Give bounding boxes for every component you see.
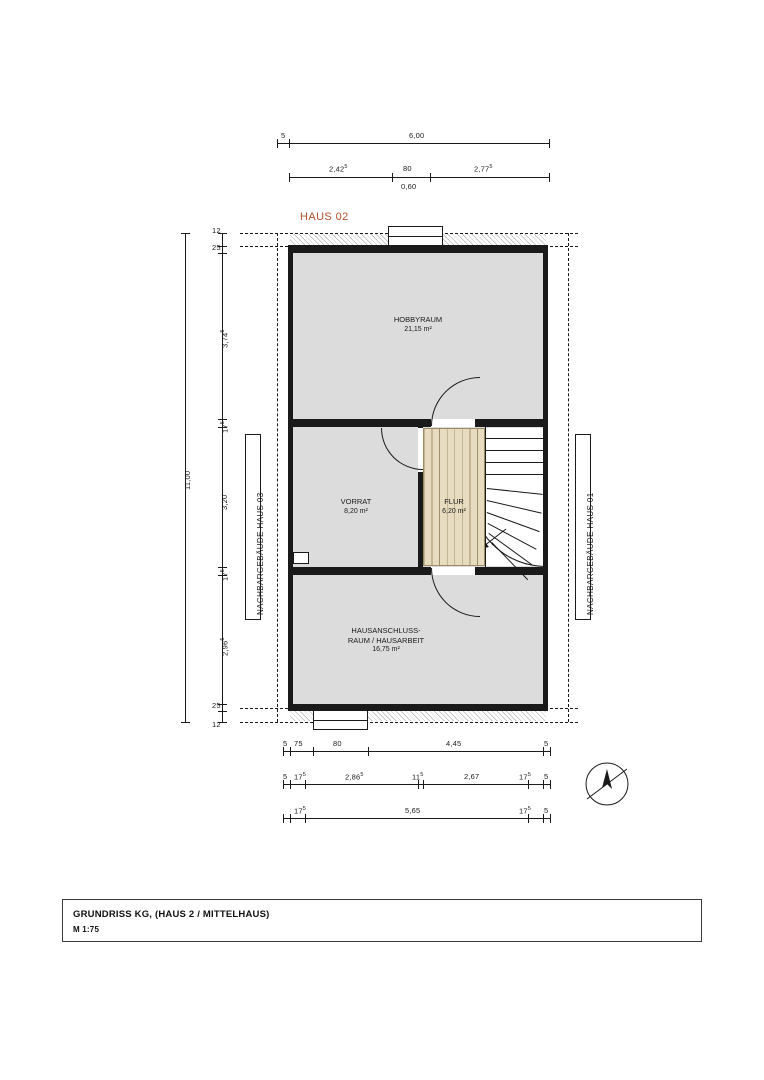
left-chain-seg-4: $17^5$ (220, 420, 230, 433)
room-label-hausanschlussraum (306, 626, 466, 655)
dim-tick (289, 173, 290, 182)
dim-tick (368, 747, 369, 756)
dim-tick (289, 139, 290, 148)
top-dim-line-2 (289, 177, 550, 178)
dim-tick (550, 747, 551, 756)
dim-tick (181, 722, 190, 723)
neighbour-label-left: NACHBARGEBÄUDE HAUS 03 (256, 492, 265, 615)
left-chain-seg-2: 25 (212, 243, 221, 252)
wall-interior-vorrat-hausanschluss (292, 567, 544, 575)
room-hobbyraum-fill (292, 253, 544, 419)
left-chain-seg-3: 3,74$^5$ (220, 329, 230, 348)
neighbour-label-right: NACHBARGEBÄUDE HAUS 01 (586, 492, 595, 615)
top-dim-2-seg-3: 2,77$^5$ (474, 164, 493, 174)
left-chain-seg-6: $17^5$ (220, 568, 230, 581)
bottom-dim-line-1 (283, 751, 550, 752)
bottom-dim-2-seg-4: $11^5$ (412, 772, 424, 782)
bottom-dim-1-seg-1: 5 (283, 739, 288, 748)
wall-exterior-top (288, 245, 548, 253)
bottom-dim-2-seg-5: 2,67 (464, 772, 480, 781)
bottom-dim-2-seg-2: $17^5$ (294, 772, 307, 782)
house-title: HAUS 02 (300, 211, 349, 223)
room-label-flur (424, 497, 484, 516)
left-chain-seg-8: 25 (212, 701, 221, 710)
bottom-dim-3-seg-1: $17^5$ (294, 806, 307, 816)
room-label-vorrat (300, 497, 412, 516)
fixture-vorrat (293, 552, 309, 564)
bottom-dim-2-seg-1: 5 (283, 772, 288, 781)
top-dim-2-seg-2: 80 (403, 164, 412, 173)
dim-tick (283, 780, 284, 789)
left-chain-seg-1: 12 (212, 226, 221, 235)
wall-interior-hobby-vorrat (292, 419, 544, 427)
dim-tick (550, 780, 551, 789)
top-dim-2-below: 0,60 (401, 182, 417, 191)
bottom-dim-3-seg-2: 5,65 (405, 806, 421, 815)
room-name-2: RAUM / HAUSARBEIT (347, 635, 425, 645)
room-area: 21,15 m² (404, 325, 432, 333)
title-block-scale: M 1:75 (73, 925, 100, 934)
north-arrow-icon (578, 755, 636, 813)
dim-tick (218, 419, 227, 420)
left-outer-dim-text: 11,00 (183, 470, 192, 490)
dashed-boundary-right (568, 233, 569, 722)
dashed-boundary-bottom-2 (240, 722, 578, 723)
dim-tick (283, 747, 284, 756)
room-area: 16,75 m² (372, 646, 400, 653)
bottom-dim-2-seg-6: $17^5$ (519, 772, 532, 782)
window-bottom-line (314, 720, 367, 721)
bottom-dim-2-seg-7: 5 (544, 772, 549, 781)
top-dim-line-1 (277, 143, 550, 144)
bottom-dim-1-seg-4: 4,45 (446, 739, 462, 748)
room-area: 8,20 m² (344, 507, 368, 515)
room-name: VORRAT (340, 497, 372, 506)
left-chain-seg-7: 2,96$^5$ (220, 637, 230, 656)
bottom-dim-1-seg-5: 5 (544, 739, 549, 748)
dim-tick (283, 814, 284, 823)
title-block-main: GRUNDRISS KG, (HAUS 2 / MITTELHAUS) (73, 909, 270, 920)
dim-tick (549, 173, 550, 182)
dim-tick (543, 747, 544, 756)
dim-tick (549, 139, 550, 148)
bottom-dim-line-2 (283, 784, 550, 785)
top-dim-1-seg-2: 6,00 (409, 131, 425, 140)
dim-tick (290, 747, 291, 756)
dim-tick (290, 780, 291, 789)
dim-tick (550, 814, 551, 823)
dashed-boundary-left (277, 233, 278, 722)
dim-tick (290, 814, 291, 823)
room-label-hobbyraum (340, 315, 496, 334)
dim-tick (218, 711, 227, 712)
bottom-dim-1-seg-2: 75 (294, 739, 303, 748)
dim-tick (277, 139, 278, 148)
left-chain-seg-5: 3,20 (220, 494, 229, 510)
bottom-dim-3-seg-4: 5 (544, 806, 549, 815)
dim-tick (218, 567, 227, 568)
dim-tick (543, 814, 544, 823)
room-area: 6,20 m² (442, 507, 466, 515)
room-name: HAUSANSCHLUSS- (351, 626, 421, 635)
dim-tick (218, 253, 227, 254)
top-dim-2-seg-1: 2,42$^5$ (329, 164, 348, 174)
dim-tick (392, 173, 393, 182)
top-dim-1-seg-1: 5 (281, 131, 286, 140)
room-name: HOBBYRAUM (393, 315, 443, 324)
bottom-dim-line-3 (283, 818, 550, 819)
room-name: FLUR (444, 497, 464, 506)
dim-tick (430, 173, 431, 182)
left-chain-seg-9: 12 (212, 720, 221, 729)
bottom-dim-2-seg-3: 2,86$^5$ (345, 772, 364, 782)
dim-tick (543, 780, 544, 789)
dim-tick (313, 747, 314, 756)
title-block (62, 899, 702, 942)
dim-tick (181, 233, 190, 234)
bottom-dim-3-seg-3: $17^5$ (519, 806, 532, 816)
bottom-dim-1-seg-3: 80 (333, 739, 342, 748)
window-top-line (389, 236, 442, 237)
wall-exterior-left (288, 245, 293, 711)
